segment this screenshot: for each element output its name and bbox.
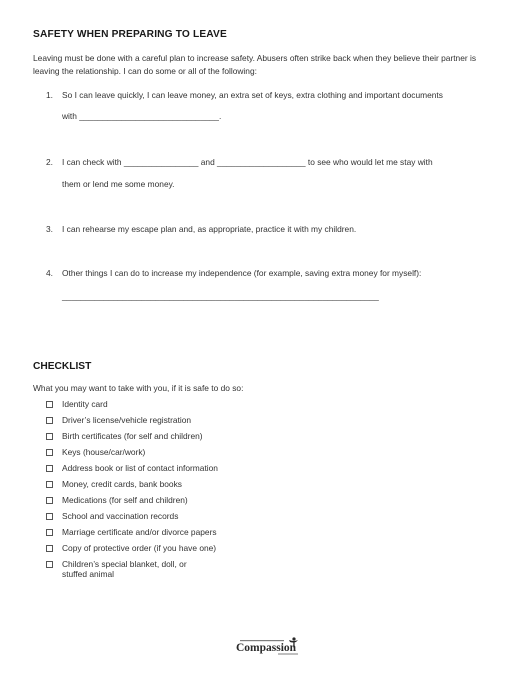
plan-item-blank-line: ____________________________________________________________________ bbox=[62, 291, 379, 301]
intro-paragraph: Leaving must be done with a careful plan to increase safety. Abusers often strike back when they believe their partner is leaving the relationship. I can do some or all of the following: bbox=[33, 53, 477, 76]
checklist-item-label: Keys (house/car/work) bbox=[62, 447, 146, 457]
checklist-item-label: Medications (for self and children) bbox=[62, 495, 188, 505]
checklist-item bbox=[46, 431, 306, 447]
checkbox[interactable] bbox=[46, 465, 53, 472]
logo-wordmark: Compassion bbox=[236, 642, 297, 654]
checklist-item bbox=[46, 543, 306, 559]
checklist-item bbox=[46, 511, 306, 527]
section-title: SAFETY WHEN PREPARING TO LEAVE bbox=[33, 29, 227, 40]
plan-item-text-continued: with ______________________________. bbox=[62, 111, 222, 121]
checklist-item-label: Driver’s license/vehicle registration bbox=[62, 415, 192, 425]
checklist-item-label: Money, credit cards, bank books bbox=[62, 479, 182, 489]
plan-item-text: Other things I can do to increase my independence (for example, saving extra money for myself): bbox=[62, 268, 422, 278]
plan-item-text: I can rehearse my escape plan and, as appropriate, practice it with my children. bbox=[62, 224, 357, 234]
checkbox[interactable] bbox=[46, 401, 53, 408]
checklist-subtitle: What you may want to take with you, if it is safe to do so: bbox=[33, 383, 244, 393]
checklist-title: CHECKLIST bbox=[33, 361, 92, 372]
checklist-item bbox=[46, 447, 306, 463]
checklist-item-label: Children’s special blanket, doll, or stuffed animal bbox=[62, 559, 187, 579]
checklist bbox=[46, 399, 306, 583]
checklist-item bbox=[46, 527, 306, 543]
plan-item-number: 1. bbox=[46, 90, 53, 100]
compassion-logo bbox=[232, 636, 304, 658]
checkbox[interactable] bbox=[46, 481, 53, 488]
plan-item-number: 4. bbox=[46, 268, 53, 278]
checklist-item bbox=[46, 415, 306, 431]
plan-item-text: I can check with ________________ and ___________________ to see who would let me stay with bbox=[62, 157, 433, 167]
checkbox[interactable] bbox=[46, 561, 53, 568]
checkbox[interactable] bbox=[46, 433, 53, 440]
checklist-item-label: Marriage certificate and/or divorce papers bbox=[62, 527, 217, 537]
checklist-item-label: Birth certificates (for self and children) bbox=[62, 431, 203, 441]
checkbox[interactable] bbox=[46, 545, 53, 552]
plan-item-text: So I can leave quickly, I can leave money, an extra set of keys, extra clothing and important documents bbox=[62, 90, 443, 100]
checklist-item-label: Copy of protective order (if you have one) bbox=[62, 543, 217, 553]
checkbox[interactable] bbox=[46, 497, 53, 504]
checklist-item bbox=[46, 399, 306, 415]
checkbox[interactable] bbox=[46, 529, 53, 536]
checklist-item bbox=[46, 463, 306, 479]
checklist-item-label: School and vaccination records bbox=[62, 511, 179, 521]
plan-item-text-continued: them or lend me some money. bbox=[62, 179, 175, 189]
checklist-item bbox=[46, 559, 306, 583]
checklist-item bbox=[46, 479, 306, 495]
checklist-item-label: Address book or list of contact information bbox=[62, 463, 218, 473]
plan-item-number: 2. bbox=[46, 157, 53, 167]
checkbox[interactable] bbox=[46, 513, 53, 520]
plan-item-number: 3. bbox=[46, 224, 53, 234]
checkbox[interactable] bbox=[46, 417, 53, 424]
checklist-item-label: Identity card bbox=[62, 399, 108, 409]
checkbox[interactable] bbox=[46, 449, 53, 456]
checklist-item bbox=[46, 495, 306, 511]
